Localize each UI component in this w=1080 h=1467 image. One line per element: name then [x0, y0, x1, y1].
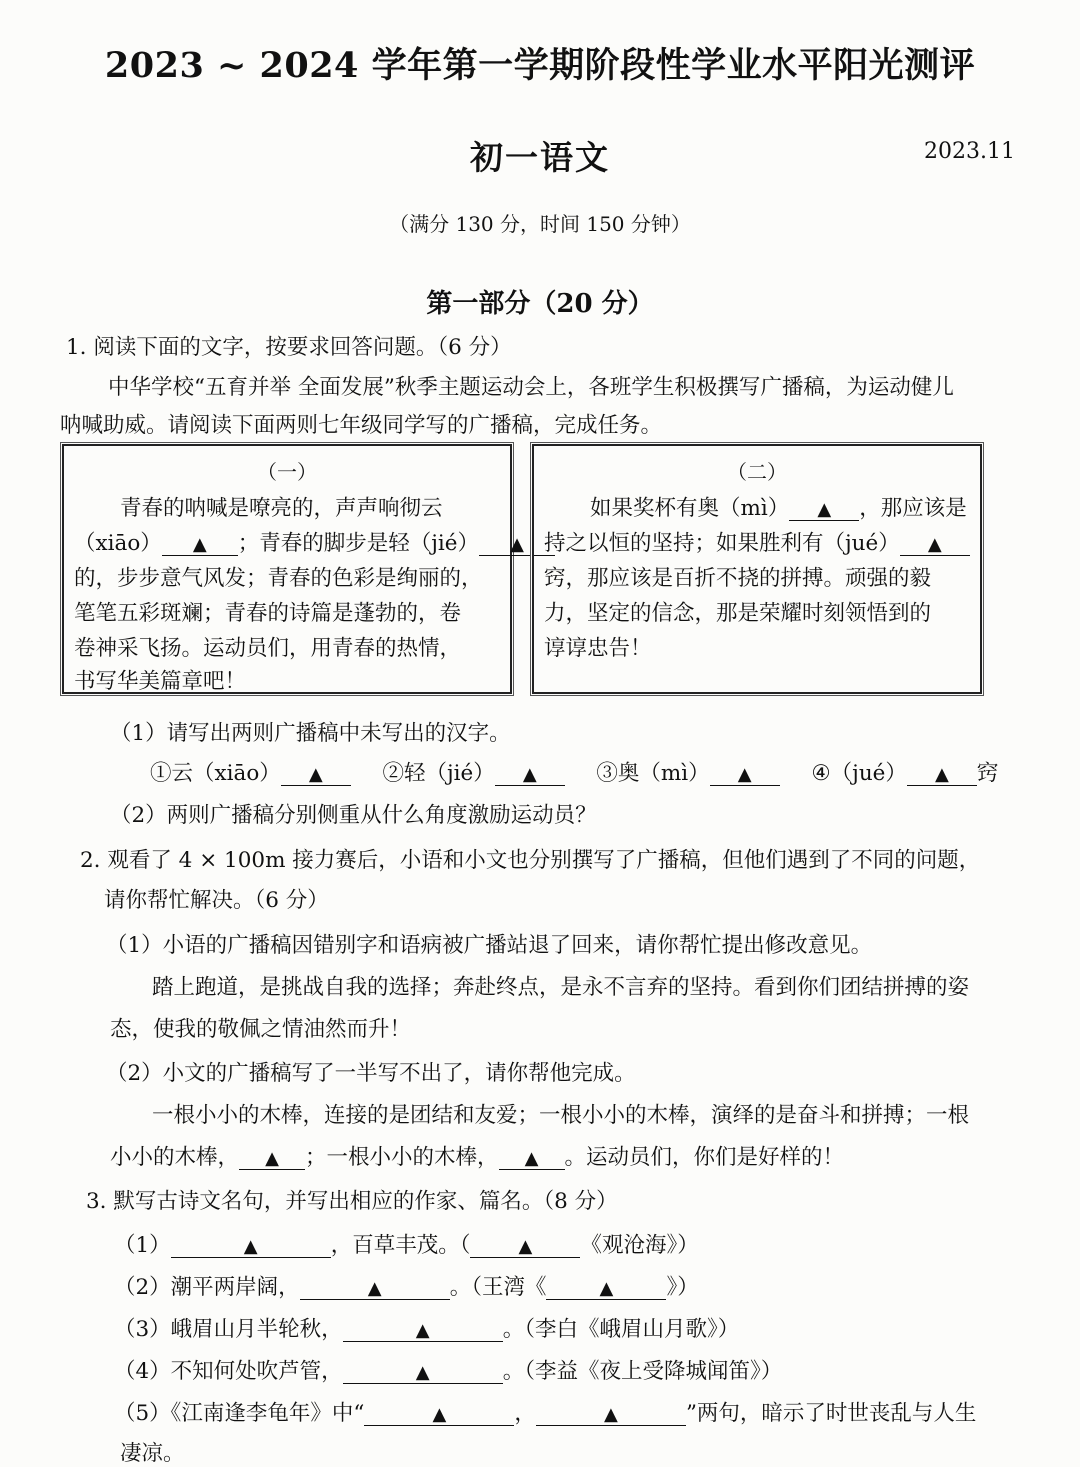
box-2-line-4: 力，坚定的信念，那是荣耀时刻领悟到的 [544, 601, 932, 626]
answer-blank-jue[interactable] [900, 536, 970, 556]
q3-item-5-a: （5）《江南逢李龟年》中“ [114, 1401, 365, 1426]
answer-blank-xiao[interactable] [162, 536, 238, 556]
q2-text-2-line-2 [110, 1140, 844, 1171]
blank-marker-icon: ▲ [243, 1236, 258, 1257]
box-2-line-1 [590, 491, 967, 522]
broadcast-box-2 [532, 444, 982, 694]
q3-item-1-c: 《观沧海》） [580, 1233, 699, 1258]
blank-marker-icon: ▲ [510, 534, 524, 555]
option-4-blank[interactable] [907, 766, 977, 786]
q2-blank-2[interactable] [499, 1150, 565, 1170]
box-2-line-5: 谆谆忠告！ [544, 636, 652, 661]
blank-marker-icon: ▲ [599, 1278, 614, 1299]
blank-marker-icon: ▲ [524, 1148, 539, 1169]
q1-sub-1: （1）请写出两则广播稿中未写出的汉字。 [110, 721, 511, 746]
blank-marker-icon: ▲ [604, 1404, 618, 1425]
q2-text-2-line-2-b: ；一根小小的木棒， [305, 1145, 499, 1170]
q1-intro-line-2: 呐喊助威。请阅读下面两则七年级同学写的广播稿，完成任务。 [60, 413, 663, 438]
blank-marker-icon: ▲ [934, 764, 949, 785]
q3-item-1 [114, 1228, 699, 1259]
q2-text-2-line-2-a: 小小的木棒， [110, 1145, 240, 1170]
q2-text-1-line-1: 踏上跑道，是挑战自我的选择；奔赴终点，是永不言弃的坚持。看到你们团结拼搏的姿 [152, 975, 970, 1000]
broadcast-box-1 [62, 444, 524, 694]
q2-stem-line-1: 2. 观看了 4 × 100m 接力赛后，小语和小文也分别撰写了广播稿，但他们遇到了不同的问题， [80, 848, 981, 873]
exam-date: 2023.11 [924, 139, 1015, 164]
q3-item-3 [114, 1312, 739, 1343]
q2-sub-2: （2）小文的广播稿写了一半写不出了，请你帮他完成。 [106, 1061, 636, 1086]
option-2-blank[interactable] [495, 766, 565, 786]
blank-marker-icon: ▲ [927, 534, 942, 555]
q1-intro-line-1: 中华学校“五育并举 全面发展”秋季主题运动会上，各班学生积极撰写广播稿，为运动健儿 [108, 375, 954, 400]
box-1-line-2-text-b: ；青春的脚步是轻（jié） [237, 531, 480, 556]
q3-item-3-a: （3）峨眉山月半轮秋， [114, 1317, 343, 1342]
q3-item-5-continued: 凄凉。 [120, 1441, 185, 1466]
blank-marker-icon: ▲ [367, 1278, 382, 1299]
blank-marker-icon: ▲ [415, 1320, 430, 1341]
q3-item-5-c: ”两句，暗示了时世丧乱与人生 [685, 1401, 977, 1426]
box-1-line-2-text-a: （xiāo） [74, 531, 162, 556]
box-2-line-2-text-a: 持之以恒的坚持；如果胜利有（jué） [544, 531, 900, 556]
q3-stem: 3. 默写古诗文名句，并写出相应的作家、篇名。（8 分） [86, 1189, 618, 1214]
q3-item-2-a: （2）潮平两岸阔， [114, 1275, 300, 1300]
box-1-line-4: 笔笔五彩斑斓；青春的诗篇是蓬勃的，卷 [74, 601, 462, 626]
q3-item-3-blank-line[interactable] [343, 1322, 503, 1342]
q3-item-2-c: 》） [666, 1275, 699, 1300]
q2-text-2-line-1: 一根小小的木棒，连接的是团结和友爱；一根小小的木棒，演绎的是奋斗和拼搏；一根 [152, 1103, 970, 1128]
option-4-label: ④（jué） [811, 761, 907, 786]
q3-item-1-a: （1） [114, 1233, 171, 1258]
option-1-label: ①云（xiāo） [150, 761, 281, 786]
q3-item-2-blank-title[interactable] [546, 1280, 666, 1300]
box-2-line-2 [544, 526, 970, 557]
option-1-blank[interactable] [281, 766, 351, 786]
q3-item-5 [114, 1396, 976, 1427]
q3-item-1-blank-line[interactable] [171, 1238, 331, 1258]
q3-item-2-blank-line[interactable] [300, 1280, 450, 1300]
q3-item-4-a: （4）不知何处吹芦管， [114, 1359, 343, 1384]
q1-options-row [150, 756, 998, 787]
q3-item-1-blank-author[interactable] [470, 1238, 580, 1258]
q3-item-4 [114, 1354, 782, 1385]
box-2-line-1-text-b: ，那应该是 [859, 496, 967, 521]
q1-sub-2: （2）两则广播稿分别侧重从什么角度激励运动员？ [110, 803, 597, 828]
box-1-line-6: 书写华美篇章吧！ [74, 669, 247, 694]
blank-marker-icon: ▲ [522, 764, 537, 785]
box-2-line-1-text-a: 如果奖杯有奥（mì） [590, 496, 790, 521]
option-3-label: ③奥（mì） [596, 761, 710, 786]
box-1-line-1: 青春的呐喊是嘹亮的，声声响彻云 [120, 496, 443, 521]
box-2-line-3: 窍，那应该是百折不挠的拼搏。顽强的毅 [544, 566, 932, 591]
q3-item-3-b: 。（李白《峨眉山月歌》） [502, 1317, 740, 1342]
blank-marker-icon: ▲ [415, 1362, 430, 1383]
q3-item-5-b: ， [514, 1401, 536, 1426]
q1-stem: 1. 阅读下面的文字，按要求回答问题。（6 分） [66, 335, 512, 360]
q3-item-5-blank-2[interactable] [536, 1406, 686, 1426]
exam-title: 2023 ~ 2024 学年第一学期阶段性学业水平阳光测评 [104, 45, 976, 86]
blank-marker-icon: ▲ [192, 534, 207, 555]
box-1-line-2 [74, 526, 555, 557]
score-time-note: （满分 130 分，时间 150 分钟） [389, 212, 691, 236]
blank-marker-icon: ▲ [308, 764, 323, 785]
q3-item-4-blank-line[interactable] [343, 1364, 503, 1384]
q3-item-4-b: 。（李益《夜上受降城闻笛》） [502, 1359, 783, 1384]
blank-marker-icon: ▲ [518, 1236, 533, 1257]
blank-marker-icon: ▲ [265, 1148, 279, 1169]
q3-item-2 [114, 1270, 699, 1301]
q2-stem-line-2: 请你帮忙解决。（6 分） [104, 888, 329, 913]
q2-sub-1: （1）小语的广播稿因错别字和语病被广播站退了回来，请你帮忙提出修改意见。 [106, 933, 873, 958]
part-heading: 第一部分（20 分） [426, 289, 654, 319]
q2-text-2-line-2-c: 。运动员们，你们是好样的！ [564, 1145, 845, 1170]
option-3-blank[interactable] [710, 766, 780, 786]
box-1-heading: （一） [257, 460, 317, 484]
q3-item-2-b: 。（王湾《 [449, 1275, 547, 1300]
option-2-label: ②轻（jié） [382, 761, 495, 786]
blank-marker-icon: ▲ [737, 764, 752, 785]
box-1-line-3: 的，步步意气风发；青春的色彩是绚丽的， [74, 566, 483, 591]
box-1-line-5: 卷神采飞扬。运动员们，用青春的热情， [74, 636, 462, 661]
q3-item-5-blank-1[interactable] [364, 1406, 514, 1426]
box-2-heading: （二） [727, 460, 787, 484]
q2-blank-1[interactable] [239, 1150, 305, 1170]
blank-marker-icon: ▲ [817, 499, 832, 520]
option-4-tail: 窍 [976, 761, 999, 786]
blank-marker-icon: ▲ [432, 1404, 447, 1425]
answer-blank-mi[interactable] [789, 501, 859, 521]
q2-text-1-line-2: 态，使我的敬佩之情油然而升！ [110, 1017, 412, 1042]
q3-item-1-b: ，百草丰茂。（ [330, 1233, 471, 1258]
subject-title: 初一语文 [470, 138, 610, 177]
